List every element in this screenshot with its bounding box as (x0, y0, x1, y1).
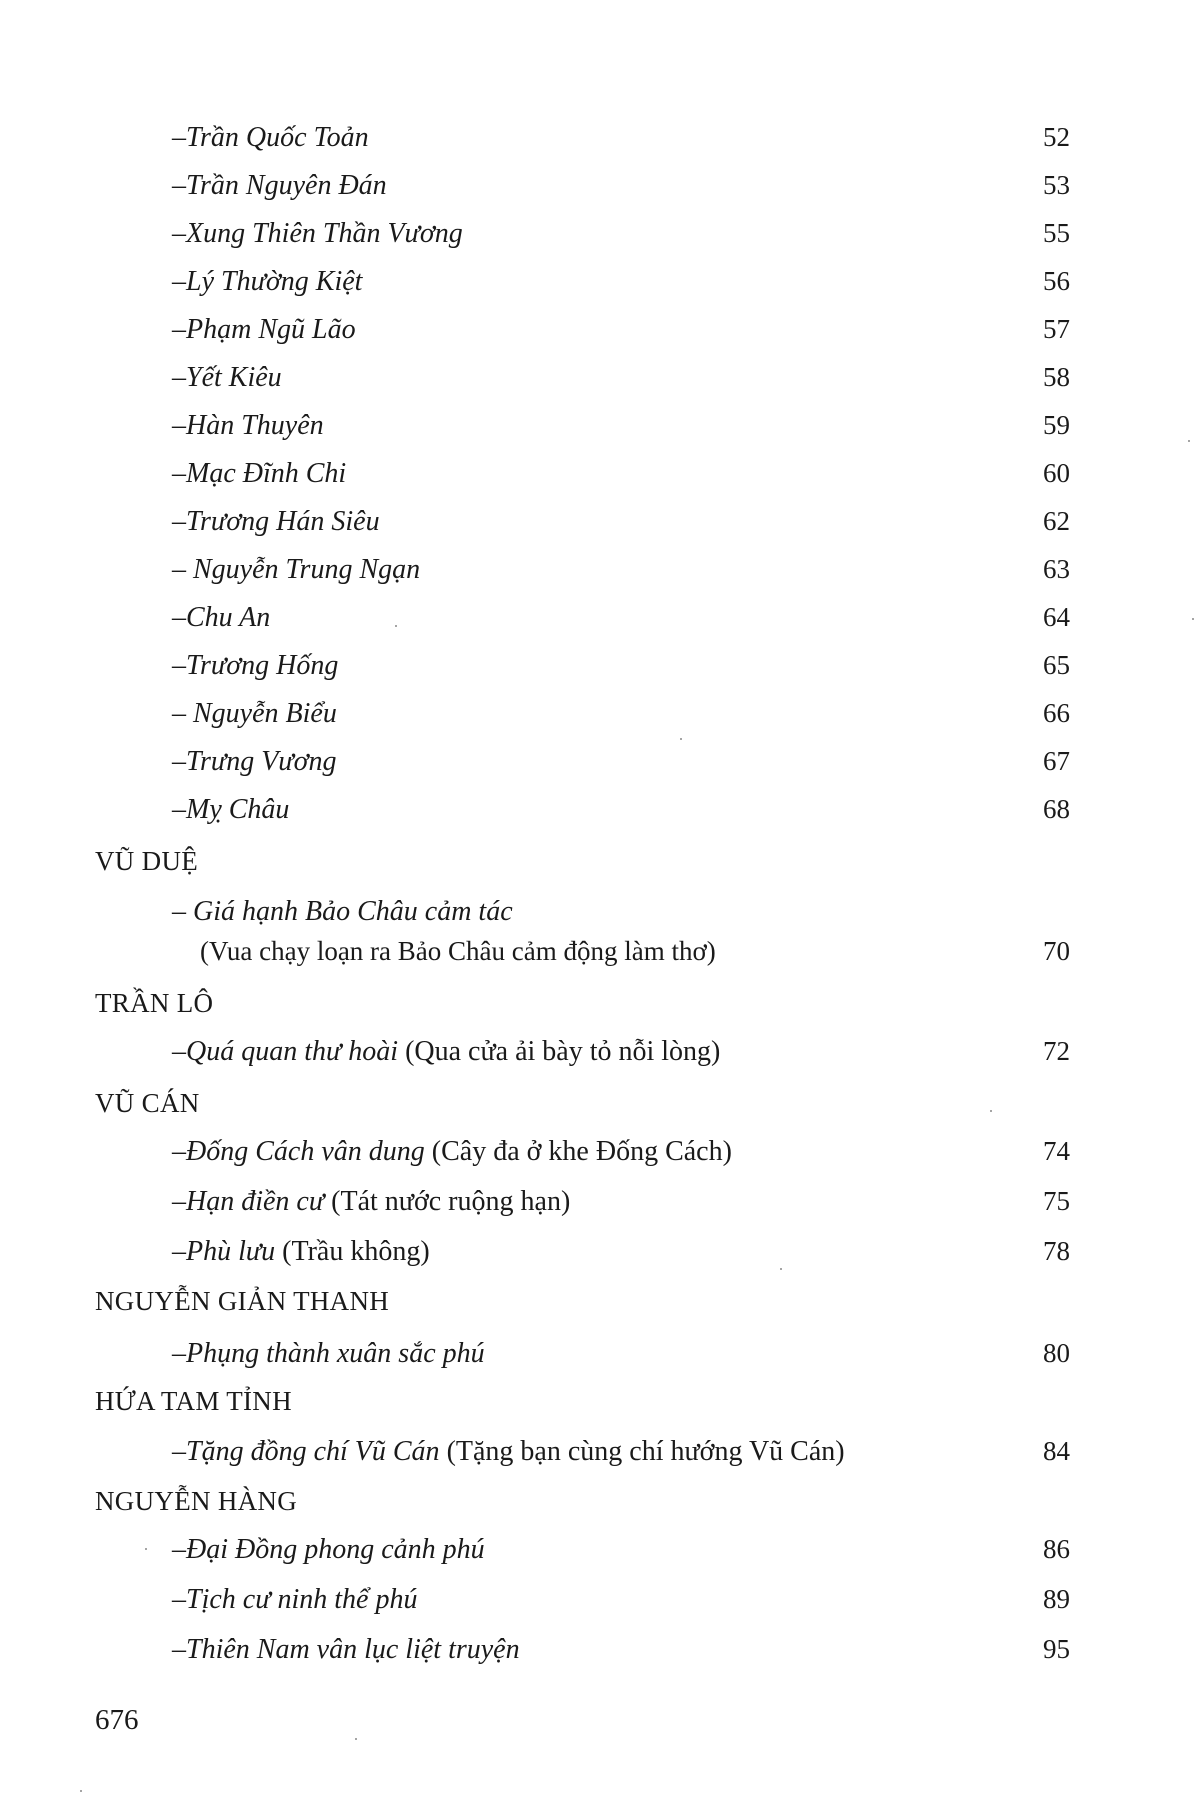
entry-gloss: (Tặng bạn cùng chí hướng Vũ Cán) (439, 1436, 845, 1467)
toc-entry (0, 458, 1200, 498)
toc-entry (0, 1236, 1200, 1276)
entry-title: – Nguyễn Biểu (172, 698, 337, 729)
toc-entry (0, 1436, 1200, 1476)
entry-page: 86 (1043, 1534, 1070, 1564)
entry-page: 74 (1043, 1136, 1070, 1166)
scan-speck (680, 738, 682, 740)
entry-title: –Phụng thành xuân sắc phú (172, 1338, 485, 1369)
author-heading: NGUYỄN GIẢN THANH (95, 1286, 390, 1316)
entry-page: 95 (1043, 1634, 1070, 1664)
toc-entry (0, 506, 1200, 546)
scan-speck (780, 1268, 782, 1270)
entry-page: 68 (1043, 794, 1070, 824)
toc-entry (0, 1036, 1200, 1076)
entry-title: –Chu An (172, 602, 271, 633)
entry-page: 66 (1043, 698, 1070, 728)
entry-title: –Trưng Vương (172, 746, 337, 777)
entry-title: –Tịch cư ninh thể phú (172, 1584, 418, 1615)
toc-entry (0, 1634, 1200, 1674)
author-heading: VŨ CÁN (95, 1088, 200, 1118)
entry-gloss: (Cây đa ở khe Đống Cách) (424, 1136, 732, 1167)
entry-page: 62 (1043, 506, 1070, 536)
scan-speck (355, 1738, 357, 1740)
entry-title: –Yết Kiêu (172, 362, 282, 393)
entry-title-text: –Tặng đồng chí Vũ Cán (172, 1436, 440, 1467)
entry-page: 52 (1043, 122, 1070, 152)
entry-title: –Trần Quốc Toản (172, 122, 369, 153)
entry-page: 53 (1043, 170, 1070, 200)
author-heading: VŨ DUỆ (95, 846, 199, 876)
toc-entry (0, 410, 1200, 450)
entry-title: –Phạm Ngũ Lão (172, 314, 356, 345)
entry-title (172, 1136, 732, 1168)
toc-entry (0, 1136, 1200, 1176)
entry-gloss: (Vua chạy loạn ra Bảo Châu cảm động làm thơ) (200, 936, 716, 966)
toc-entry (0, 698, 1200, 738)
entry-gloss: (Trầu không) (275, 1236, 430, 1267)
entry-page: 64 (1043, 602, 1070, 632)
entry-page: 56 (1043, 266, 1070, 296)
entry-page: 70 (1043, 936, 1070, 966)
scan-speck (1192, 618, 1194, 620)
scan-speck (1188, 440, 1190, 442)
toc-entry (0, 896, 1200, 936)
entry-page: 75 (1043, 1186, 1070, 1216)
entry-title-text: –Hạn điền cư (172, 1186, 325, 1217)
entry-title (172, 1186, 570, 1218)
toc-entry (0, 1584, 1200, 1624)
entry-title: –Đại Đồng phong cảnh phú (172, 1534, 485, 1565)
toc-entry (0, 122, 1200, 162)
page-number: 676 (95, 1704, 139, 1736)
toc-entry (0, 266, 1200, 306)
entry-title (172, 1436, 845, 1468)
entry-gloss: (Qua cửa ải bày tỏ nỗi lòng) (398, 1036, 721, 1067)
toc-entry (0, 602, 1200, 642)
entry-title (172, 1236, 430, 1268)
entry-title: –Lý Thường Kiệt (172, 266, 363, 297)
scan-speck (80, 1790, 82, 1792)
entry-page: 57 (1043, 314, 1070, 344)
toc-entry (0, 746, 1200, 786)
entry-title-text: –Đống Cách vân dung (172, 1136, 425, 1167)
entry-page: 67 (1043, 746, 1070, 776)
entry-page: 59 (1043, 410, 1070, 440)
entry-title: –Hàn Thuyên (172, 410, 324, 441)
toc-entry (0, 1338, 1200, 1378)
entry-title-text: –Phù lưu (172, 1236, 276, 1267)
author-heading: NGUYỄN HÀNG (95, 1486, 298, 1516)
entry-title (172, 1036, 720, 1068)
entry-page: 72 (1043, 1036, 1070, 1066)
entry-page: 63 (1043, 554, 1070, 584)
entry-title: – Giá hạnh Bảo Châu cảm tác (172, 896, 513, 927)
entry-title-text: –Quá quan thư hoài (172, 1036, 399, 1067)
author-heading: HỨA TAM TỈNH (95, 1386, 292, 1416)
toc-entry (0, 314, 1200, 354)
entry-page: 55 (1043, 218, 1070, 248)
entry-title: –Trương Hán Siêu (172, 506, 380, 537)
entry-page: 60 (1043, 458, 1070, 488)
toc-entry (0, 554, 1200, 594)
scan-speck (145, 1548, 147, 1550)
entry-title: –Trần Nguyên Đán (172, 170, 387, 201)
scan-speck (990, 1110, 992, 1112)
toc-entry (0, 362, 1200, 402)
entry-title: –Thiên Nam vân lục liệt truyện (172, 1634, 520, 1665)
entry-gloss: (Tát nước ruộng hạn) (324, 1186, 571, 1217)
toc-entry-subline (0, 936, 1200, 976)
entry-page: 84 (1043, 1436, 1070, 1466)
entry-title: –Mỵ Châu (172, 794, 290, 825)
entry-page: 80 (1043, 1338, 1070, 1368)
toc-entry (0, 1534, 1200, 1574)
entry-page: 65 (1043, 650, 1070, 680)
entry-page: 89 (1043, 1584, 1070, 1614)
entry-page: 58 (1043, 362, 1070, 392)
toc-entry (0, 794, 1200, 834)
entry-title: –Mạc Đĩnh Chi (172, 458, 347, 489)
entry-title: –Xung Thiên Thần Vương (172, 218, 463, 249)
author-heading: TRẦN LÔ (95, 988, 214, 1018)
toc-entry (0, 1186, 1200, 1226)
entry-title: –Trương Hống (172, 650, 339, 681)
toc-entry (0, 218, 1200, 258)
toc-entry (0, 170, 1200, 210)
entry-page: 78 (1043, 1236, 1070, 1266)
entry-title: – Nguyễn Trung Ngạn (172, 554, 421, 585)
toc-entry (0, 650, 1200, 690)
scan-speck (395, 625, 397, 627)
